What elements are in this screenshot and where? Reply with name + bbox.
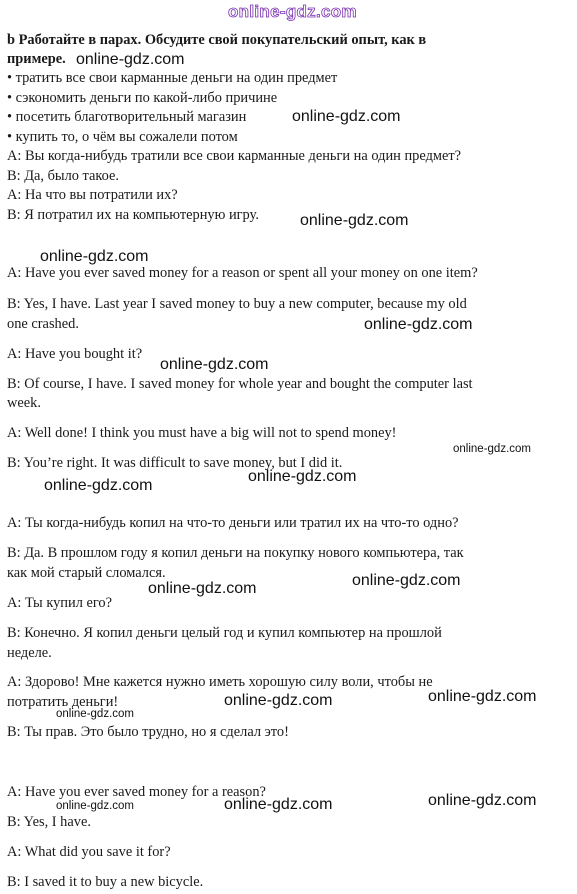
dialog-line: A: Have you ever saved money for a reason or spent all your money on one item? — [7, 265, 478, 281]
example-line: B: Я потратил их на компьютерную игру. — [7, 207, 259, 223]
dialog-line: A: Well done! I think you must have a big will not to spend money! — [7, 425, 397, 441]
watermark-text: online-gdz.com — [300, 212, 409, 229]
watermark-text: online-gdz.com — [44, 477, 153, 494]
dialog-line: B: Yes, I have. Last year I saved money to buy a new computer, because my old — [7, 296, 467, 312]
watermark-text: online-gdz.com — [76, 51, 185, 68]
dialog-line: one crashed. — [7, 316, 79, 332]
dialog-line: B: Of course, I have. I saved money for whole year and bought the computer last — [7, 376, 473, 392]
dialog-line: B: Конечно. Я копил деньги целый год и купил компьютер на прошлой — [7, 625, 442, 641]
dialog-line: A: Здорово! Мне кажется нужно иметь хорошую силу воли, чтобы не — [7, 674, 433, 690]
bullet-item: • сэкономить деньги по какой-либо причине — [7, 90, 278, 106]
bullet-item: • тратить все свои карманные деньги на один предмет — [7, 70, 338, 86]
watermark-text: online-gdz.com — [352, 572, 461, 589]
bullet-item: • посетить благотворительный магазин — [7, 109, 247, 125]
dialog-line: B: You’re right. It was difficult to save money, but I did it. — [7, 455, 343, 471]
dialog-line: A: Have you bought it? — [7, 346, 143, 362]
dialog-line: B: I saved it to buy a new bicycle. — [7, 874, 204, 890]
dialog-line: A: Ты купил его? — [7, 595, 113, 611]
watermark-text: online-gdz.com — [248, 468, 357, 485]
example-line: B: Да, было такое. — [7, 168, 120, 184]
watermark-text: online-gdz.com — [364, 316, 473, 333]
watermark-text: online-gdz.com — [160, 356, 269, 373]
watermark-text: online-gdz.com — [56, 708, 134, 720]
dialog-line: B: Yes, I have. — [7, 814, 91, 830]
dialog-line: A: What did you save it for? — [7, 844, 171, 860]
dialog-line: неделе. — [7, 645, 52, 661]
site-watermark-top: online-gdz.com — [228, 2, 357, 21]
task-heading-continued: примере. — [7, 51, 66, 67]
example-line: A: Вы когда-нибудь тратили все свои карманные деньги на один предмет? — [7, 148, 462, 164]
task-heading: b Работайте в парах. Обсудите свой покупательский опыт, как в — [7, 32, 427, 48]
watermark-text: online-gdz.com — [453, 443, 531, 455]
bullet-item: • купить то, о чём вы сожалели потом — [7, 129, 238, 145]
dialog-line: A: Have you ever saved money for a reason? — [7, 784, 266, 800]
dialog-line: как мой старый сломался. — [7, 565, 166, 581]
watermark-text: online-gdz.com — [224, 692, 333, 709]
watermark-text: online-gdz.com — [148, 580, 257, 597]
dialog-line: A: Ты когда-нибудь копил на что-то деньги или тратил их на что-то одно? — [7, 515, 459, 531]
dialog-line: потратить деньги! — [7, 694, 119, 710]
watermark-text: online-gdz.com — [292, 108, 401, 125]
watermark-text: online-gdz.com — [224, 796, 333, 813]
example-line: A: На что вы потратили их? — [7, 187, 178, 203]
watermark-text: online-gdz.com — [56, 800, 134, 812]
watermark-text: online-gdz.com — [428, 792, 537, 809]
watermark-text: online-gdz.com — [428, 688, 537, 705]
dialog-line: B: Ты прав. Это было трудно, но я сделал это! — [7, 724, 289, 740]
dialog-line: week. — [7, 395, 41, 411]
dialog-line: B: Да. В прошлом году я копил деньги на покупку нового компьютера, так — [7, 545, 464, 561]
watermark-text: online-gdz.com — [40, 248, 149, 265]
